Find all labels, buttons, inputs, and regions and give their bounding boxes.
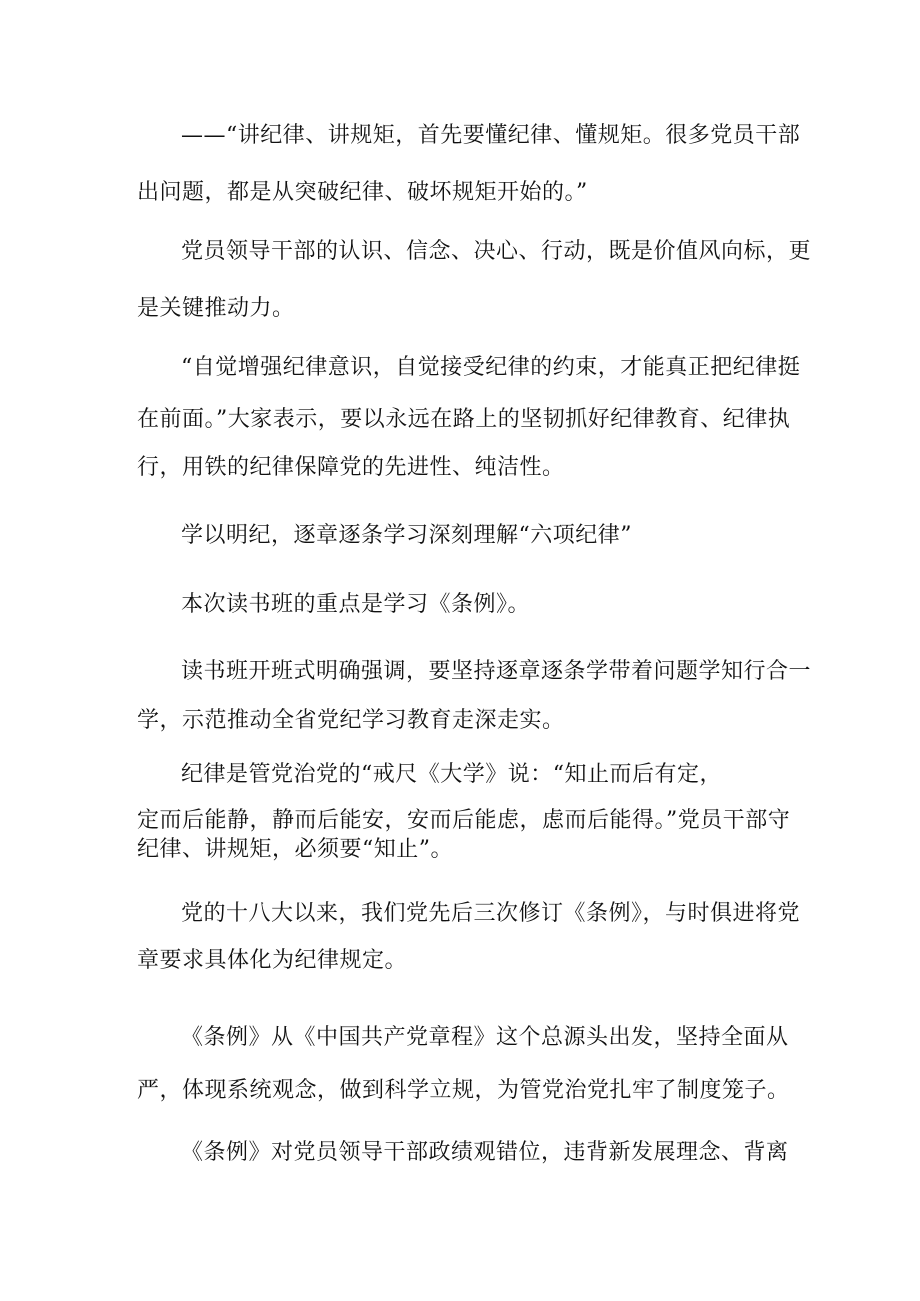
paragraph-3-line-1: “自觉增强纪律意识，自觉接受纪律的约束，才能真正把纪律挺	[181, 355, 801, 380]
section-heading: 学以明纪，逐章逐条学习深刻理解“六项纪律”	[181, 523, 632, 548]
paragraph-7-line-2: 定而后能静，静而后能安，安而后能虑，虑而后能得。”党员干部守	[137, 808, 791, 833]
paragraph-6-line-1: 读书班开班式明确强调，要坚持逐章逐条学带着问题学知行合一	[181, 659, 812, 684]
paragraph-7-line-1: 纪律是管党治党的“戒尺《大学》说：“知止而后有定，	[181, 762, 722, 787]
paragraph-7-line-3: 纪律、讲规矩，必须要“知止”。	[137, 837, 453, 862]
paragraph-5-line-1: 本次读书班的重点是学习《条例》。	[181, 592, 531, 617]
paragraph-8-line-1: 党的十八大以来，我们党先后三次修订《条例》，与时俱进将党	[181, 901, 801, 926]
paragraph-9-line-2: 严，体现系统观念，做到科学立规，为管党治党扎牢了制度笼子。	[137, 1078, 790, 1103]
paragraph-3-line-2: 在前面。”大家表示，要以永远在路上的坚韧抓好纪律教育、纪律执	[137, 407, 791, 432]
paragraph-6-line-2: 学，示范推动全省党纪学习教育走深走实。	[137, 708, 565, 733]
paragraph-9-line-1: 《条例》从《中国共产党章程》这个总源头出发，坚持全面从	[181, 1025, 789, 1050]
paragraph-1-line-1: ——“讲纪律、讲规矩，首先要懂纪律、懂规矩。很多党员干部	[181, 123, 801, 148]
paragraph-10-line-1: 《条例》对党员领导干部政绩观错位，违背新发展理念、背离	[181, 1140, 789, 1165]
paragraph-1-line-2: 出问题，都是从突破纪律、破坏规矩开始的。”	[137, 180, 588, 205]
paragraph-2-line-2: 是关键推动力。	[137, 296, 295, 321]
paragraph-2-line-1: 党员领导干部的认识、信念、决心、行动，既是价值风向标，更	[181, 239, 812, 264]
paragraph-3-line-3: 行，用铁的纪律保障党的先进性、纯洁性。	[137, 455, 565, 480]
paragraph-8-line-2: 章要求具体化为纪律规定。	[137, 948, 408, 973]
